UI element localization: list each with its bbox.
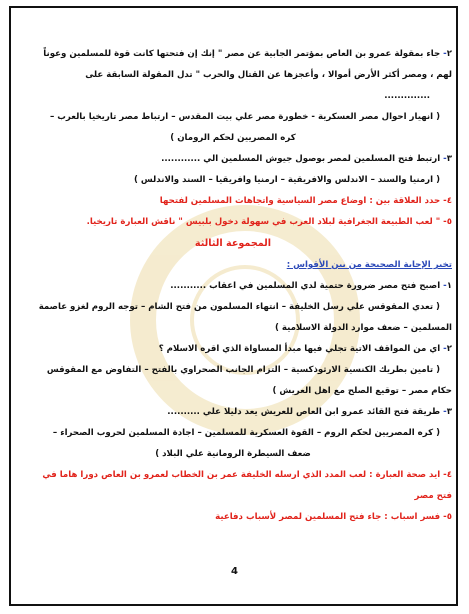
group-3-title: المجموعة الثالثة (194, 238, 272, 249)
group-q5-line: ٥- فسر اسباب : جاء فتح المسلمين لمصر لأسباب دفاعية (215, 512, 452, 522)
question-number: ١ (446, 281, 452, 291)
question-5-line: ٥- " لعب الطبيعة الجغرافية لبلاد العرب في سهولة دخول بلبيس " ناقش العبارة تاريخيا. (86, 217, 452, 227)
question-number: ٤ (446, 470, 452, 480)
group-q3-line (14, 402, 452, 423)
group-q1-options-1: ( تعدي المقوقس علي رسل الخليفة – انتهاء المسلمون من فتح الشام – توجه الروم لغزو عاصمة (38, 302, 440, 312)
question-text: فسر اسباب : جاء فتح المسلمين لمصر لأسباب دفاعية (215, 512, 441, 522)
question-2-options-1: ( انهيار احوال مصر العسكرية - خطورة مصر علي بيت المقدس – ارتباط مصر تاريخيا بالعرب – (49, 112, 440, 122)
group-q2-options-1: ( تامين بطريك الكنسية الارثوذكسية – التزام الجانب الصحراوي بالفتح – التفاوض مع المقوقس (46, 365, 440, 375)
question-4-line: ٤- حدد العلاقة بين : اوضاع مصر السياسية واتجاهات المسلمين لفتحها (159, 196, 452, 206)
dash: - (443, 49, 447, 59)
question-text: " لعب الطبيعة الجغرافية لبلاد العرب في سهولة دخول بلبيس " ناقش العبارة تاريخيا. (86, 217, 441, 227)
question-number: ٢ (446, 344, 452, 354)
dash: - (443, 281, 447, 291)
worksheet-content (14, 44, 452, 528)
question-number: ٣ (446, 407, 452, 417)
question-text: ارتبط فتح المسلمين لمصر بوصول جيوش المسلمين الي ............ (161, 154, 441, 164)
dash: - (443, 407, 447, 417)
question-number: ٥ (446, 512, 452, 522)
page-number: 4 (231, 566, 238, 577)
group-q3-options-1: ( كره المصريين لحكم الروم – القوة العسكرية للمسلمين – اجادة المسلمين لحروب الصحراء – (52, 428, 440, 438)
question-text: اي من المواقف الاتية تجلي فيها مبدأ المساواة الذي اقره الاسلام ؟ (158, 344, 441, 354)
group-q3-options-2: ضعف السيطرة الرومانية علي البلاد ) (155, 449, 311, 459)
question-number: ٣ (446, 154, 452, 164)
question-number: ٤ (446, 196, 452, 206)
question-2-line-1 (14, 44, 452, 65)
group-q4-line-1: ٤- ايد صحة العبارة : لعب المدد الذي ارسله الخليفة عمر بن الخطاب لعمرو بن العاص دورا هاما في (42, 470, 452, 480)
group-q2-line (14, 339, 452, 360)
question-number: ٥ (446, 217, 452, 227)
question-3-options: ( ارمنيا والسند – الاندلس والافريقية – ارمنيا وافريقيا – السند والاندلس ) (133, 175, 440, 185)
question-2-options-2: كره المصريين لحكم الرومان ) (170, 133, 296, 143)
question-2-blank: .............. (384, 91, 430, 101)
question-text: طريقة فتح القائد عمرو ابن العاص للعريش يعد دليلا علي .......... (167, 407, 441, 417)
group-q2-options-2: حكام مصر – توقيع الصلح مع اهل العريش ) (272, 386, 452, 396)
question-text: اصبح فتح مصر ضرورة حتمية لدي المسلمين في اعقاب ........... (170, 281, 441, 291)
question-text: حدد العلاقة بين : اوضاع مصر السياسية واتجاهات المسلمين لفتحها (159, 196, 441, 206)
group-q1-line (14, 276, 452, 297)
dash: - (443, 344, 447, 354)
question-text: ايد صحة العبارة : لعب المدد الذي ارسله الخليفة عمر بن الخطاب لعمرو بن العاص دورا هاما في (42, 470, 441, 480)
question-number: ٢ (446, 49, 452, 59)
group-3-instruction: تخير الإجابة الصحيحة من بين الأقواس : (286, 260, 452, 270)
question-2-line-2: لهم ، ومصر أكثر الأرض أموالا ، وأعجزها عن القتال والحرب " تدل المقولة السابقة على (85, 70, 452, 80)
question-text: جاء بمقولة عمرو بن العاص بمؤتمر الجابية عن مصر " إنك إن فتحتها كانت قوة للمسلمين وعوناً (43, 49, 441, 59)
group-q4-line-2: فتح مصر (414, 491, 452, 501)
group-q1-options-2: المسلمين – ضعف موارد الدولة الاسلامية ) (274, 323, 452, 333)
question-3-line (14, 149, 452, 170)
dash: - (443, 154, 447, 164)
